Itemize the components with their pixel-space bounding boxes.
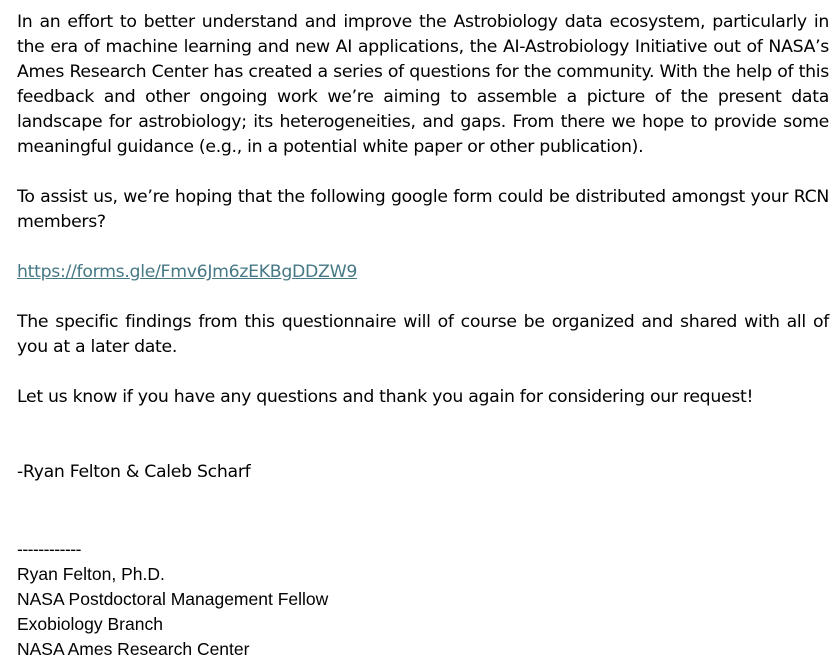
email-body <box>17 10 829 510</box>
closing-paragraph: Let us know if you have any questions and thank you again for considering our request! <box>17 387 754 407</box>
form-link-paragraph <box>17 260 829 285</box>
signature-title: NASA Postdoctoral Management Fellow <box>17 589 329 609</box>
findings-paragraph: The specific findings from this questionnaire will of course be organized and shared with all of you at a later date. <box>17 312 829 357</box>
signoff-line: -Ryan Felton & Caleb Scharf <box>17 462 251 482</box>
signature-divider: ------------ <box>17 539 81 559</box>
signature-name: Ryan Felton, Ph.D. <box>17 564 165 584</box>
intro-paragraph: In an effort to better understand and improve the Astrobiology data ecosystem, particularly in the era of machine learning and new AI applications, the AI-Astrobiology Initiative out of NASA’s Ames Research Center has created a series of questions for the community. With the help of this feedback and other ongoing work we’re aiming to assemble a picture of the present data landscape for astrobiology; its heterogeneities, and gaps. From there we hope to provide some meaningful guidance (e.g., in a potential white paper or other publication). <box>17 12 829 157</box>
google-form-link[interactable]: https://forms.gle/Fmv6Jm6zEKBgDDZW9 <box>17 262 358 282</box>
signature-center: NASA Ames Research Center <box>17 639 250 659</box>
email-signature <box>17 537 328 662</box>
signature-branch: Exobiology Branch <box>17 614 163 634</box>
request-paragraph: To assist us, we’re hoping that the following google form could be distributed amongst your RCN members? <box>17 187 829 232</box>
